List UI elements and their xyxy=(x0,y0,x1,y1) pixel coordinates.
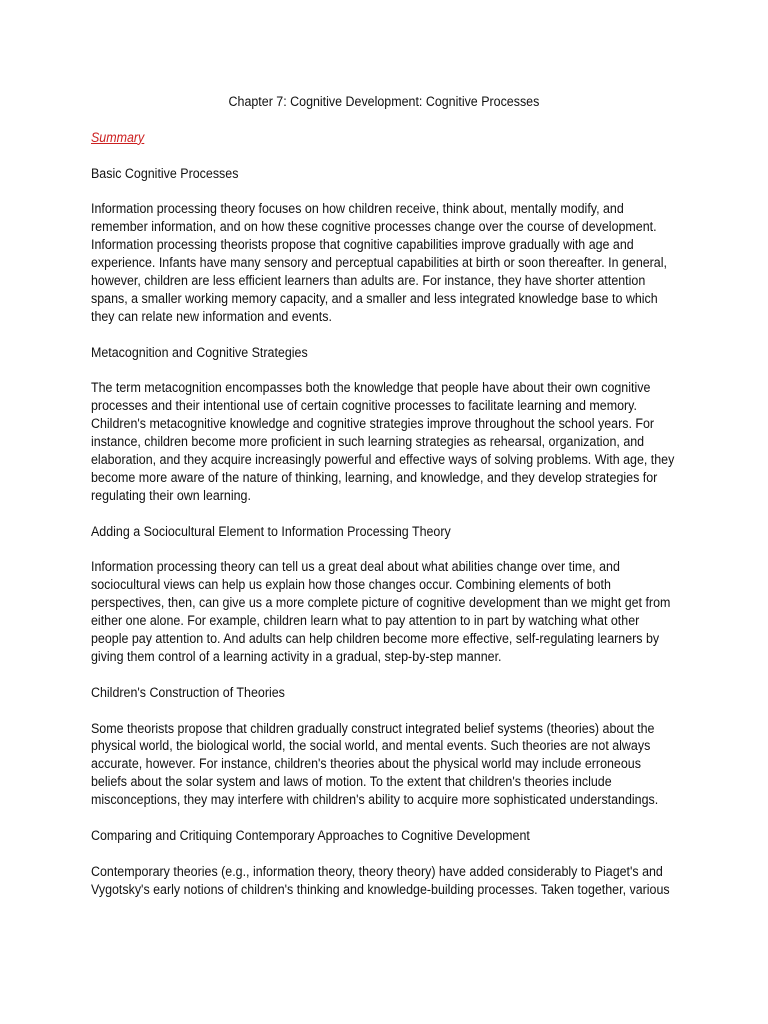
section-heading: Adding a Sociocultural Element to Information Processing Theory xyxy=(91,523,451,539)
section-basic-cognitive-processes xyxy=(91,165,677,326)
section-heading: Basic Cognitive Processes xyxy=(91,165,239,181)
section-heading: Metacognition and Cognitive Strategies xyxy=(91,344,308,360)
section-metacognition xyxy=(91,344,677,505)
summary-label: Summary xyxy=(91,129,145,145)
section-construction-of-theories xyxy=(91,684,677,809)
chapter-title: Chapter 7: Cognitive Development: Cognitive Processes xyxy=(228,94,540,109)
document-content xyxy=(91,93,677,917)
section-paragraph: Some theorists propose that children gradually construct integrated belief systems (theories) about the physical world, the biological world, the social world, and mental events. Such theories are not always accurate, however. For instance, children's theories about the physical world may include erroneous beliefs about the solar system and laws of motion. To the extent that children's theories include misconceptions, they may interfere with children's ability to acquire more sophisticated understandings. xyxy=(91,720,659,808)
section-heading: Children's Construction of Theories xyxy=(91,684,285,700)
section-comparing-approaches xyxy=(91,827,677,899)
section-heading: Comparing and Critiquing Contemporary Approaches to Cognitive Development xyxy=(91,828,530,843)
section-sociocultural-element xyxy=(91,523,677,666)
section-paragraph: Information processing theory can tell us a great deal about what abilities change over time, and sociocultural views can help us explain how those changes occur. Combining elements of both perspectives, then, can give us a more complete picture of cognitive development than we might get from either one alone. For example, children learn what to pay attention to in part by watching what other people pay attention to. And adults can help children become more effective, self-regulating learners by giving them control of a learning activity in a gradual, step-by-step manner. xyxy=(91,559,671,664)
section-paragraph: Information processing theory focuses on how children receive, think about, mentally modify, and remember information, and on how these cognitive processes change over the course of development. Information processing theorists propose that cognitive capabilities improve gradually with age and experience. Infants have many sensory and perceptual capabilities at birth or soon thereafter. In general, however, children are less efficient learners than adults are. For instance, they have shorter attention spans, a smaller working memory capacity, and a smaller and less integrated knowledge base to which they can relate new information and events. xyxy=(91,201,667,324)
section-paragraph: Contemporary theories (e.g., information theory, theory theory) have added considerably to Piaget's and Vygotsky's early notions of children's thinking and knowledge-building processes. Taken together, various xyxy=(91,863,670,897)
section-paragraph: The term metacognition encompasses both the knowledge that people have about their own cognitive processes and their intentional use of certain cognitive processes to facilitate learning and memory. Children's metacognitive knowledge and cognitive strategies improve throughout the school years. For instance, children become more proficient in such learning strategies as rehearsal, organization, and elaboration, and they acquire increasingly powerful and effective ways of solving problems. With age, they become more aware of the nature of thinking, learning, and knowledge, and they develop strategies for regulating their own learning. xyxy=(91,380,675,503)
